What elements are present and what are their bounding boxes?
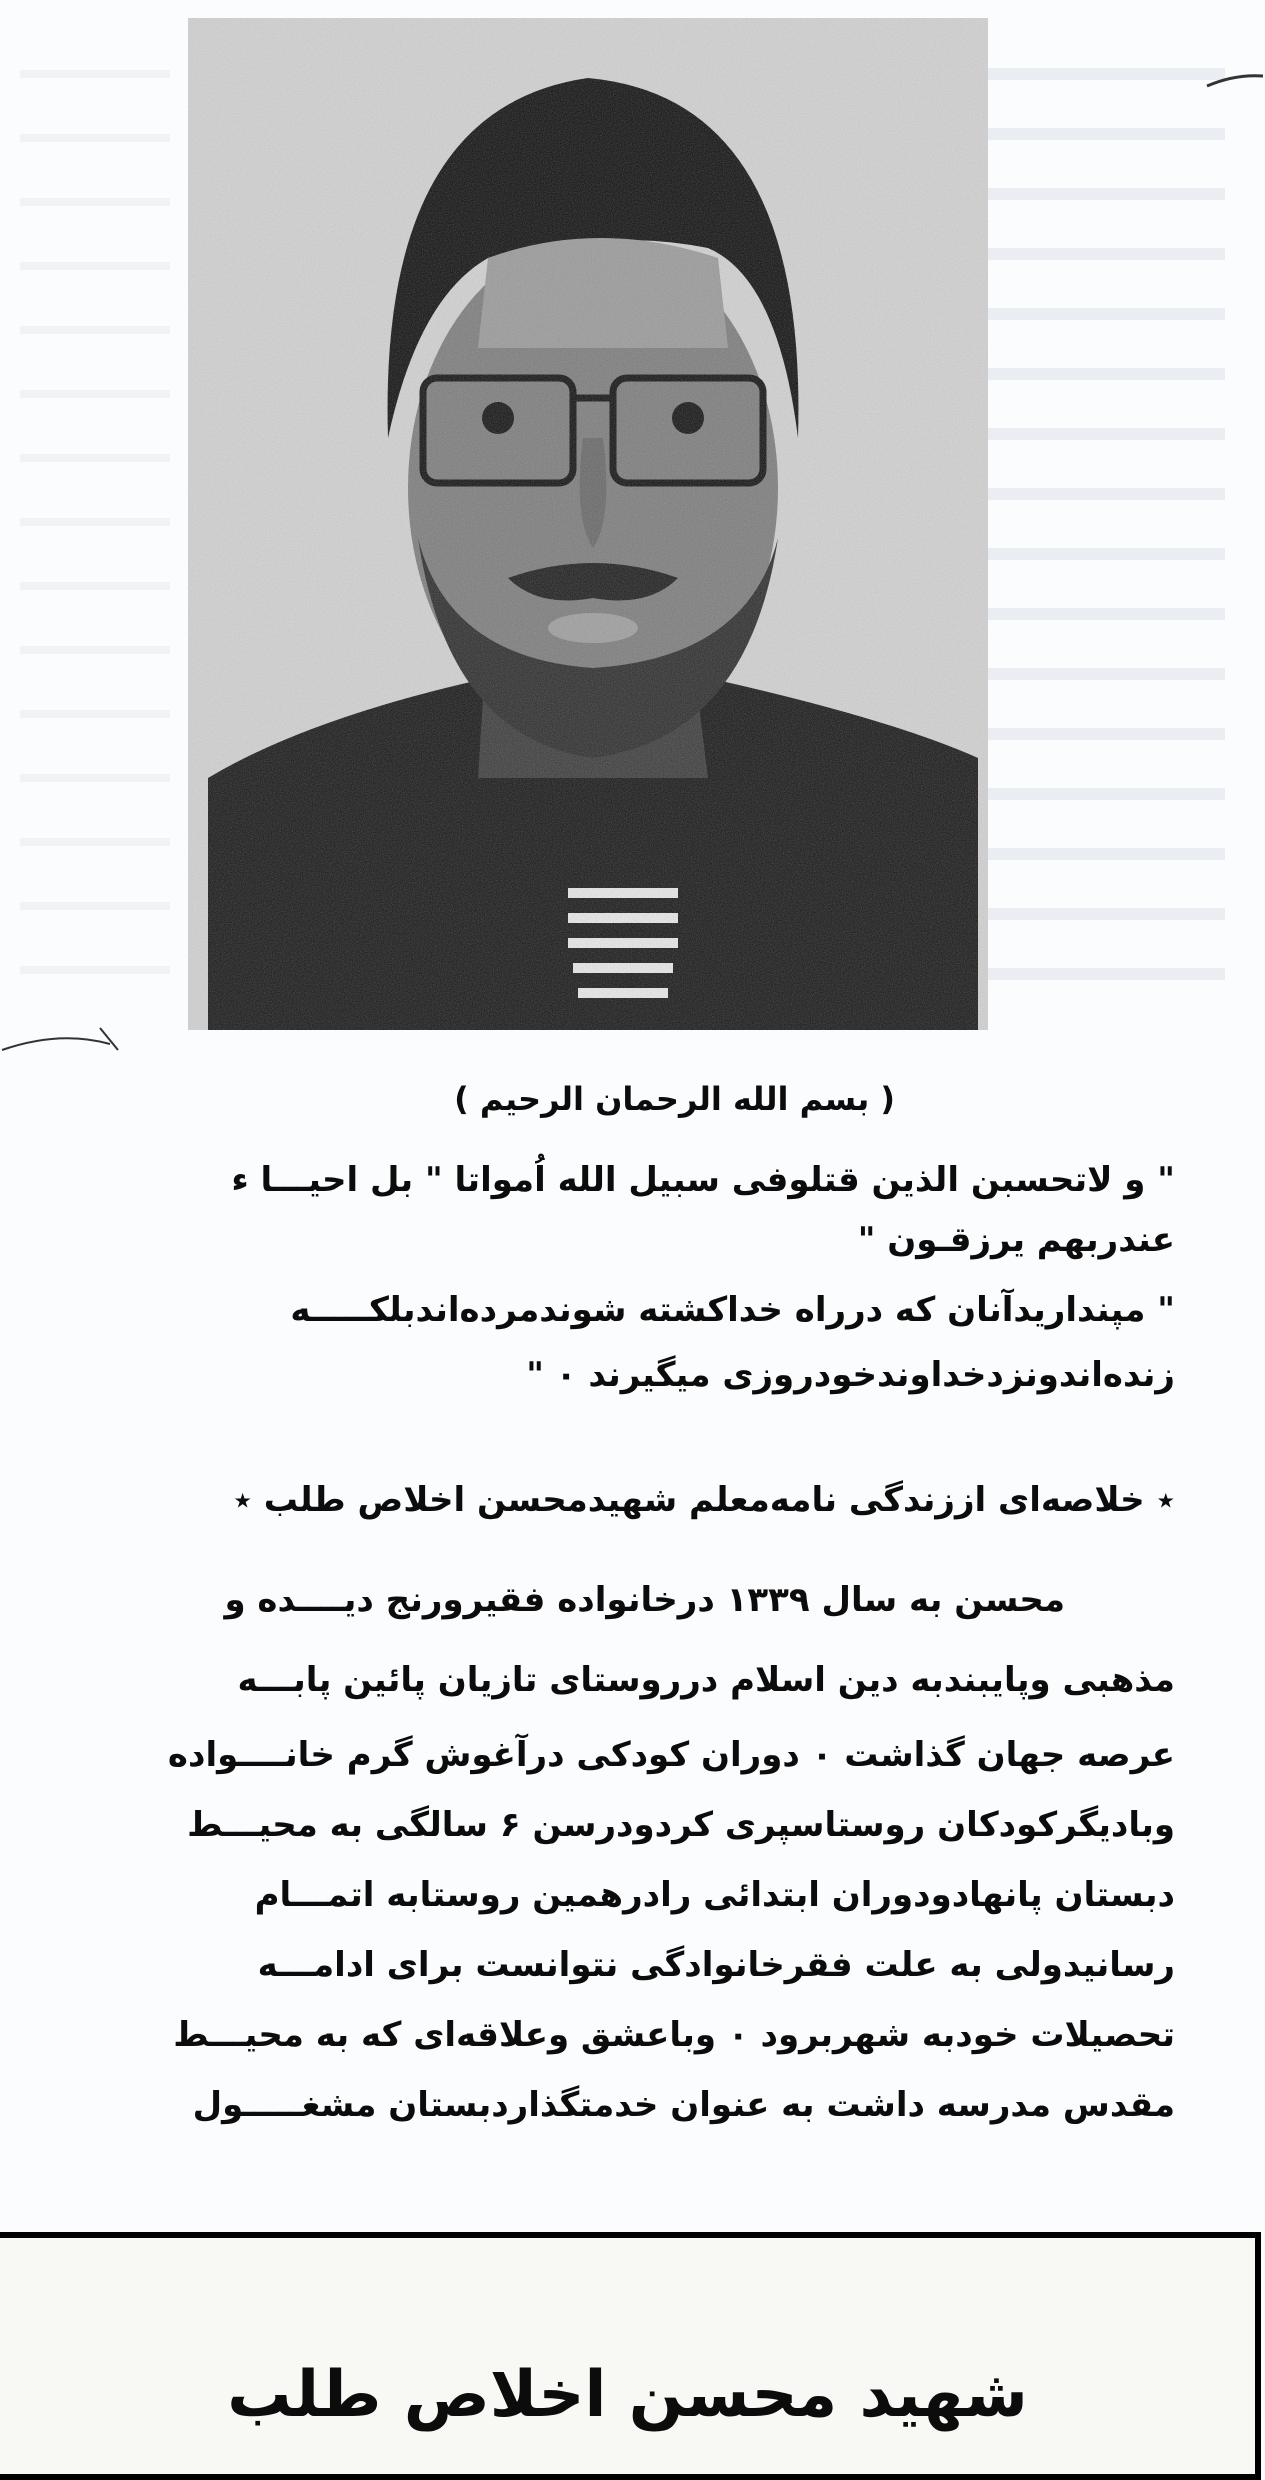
- bleed-through-text: [985, 40, 1225, 1000]
- biography-line: وبادیگرکودکان روستاسپری کردودرسن ۶ سالگی به محیـــط: [187, 1805, 1175, 1845]
- biography-line: مقدس مدرسه داشت به عنوان خدمتگذاردبستان مشغـــــول: [192, 2085, 1175, 2125]
- pen-mark: [0, 1020, 140, 1060]
- martyr-name-title: شهید محسن اخلاص طلب: [227, 2358, 1028, 2432]
- pen-mark: [1205, 70, 1265, 90]
- bleed-through-text: [20, 40, 170, 1000]
- portrait-photo: [188, 18, 988, 1030]
- basmala: ( بسم الله الرحمان الرحیم ): [454, 1080, 895, 1118]
- biography-line: محسن به سال ۱۳۳۹ درخانواده فقیرورنج دیــــده و: [224, 1580, 1065, 1620]
- portrait-image: [188, 18, 988, 1030]
- section-title: ٭ خلاصه‌ای اززندگی نامه‌معلم شهیدمحسن اخلاص طلب ٭: [233, 1480, 1175, 1520]
- translation-line-1: " مپنداریدآنان که درراه خداکشته شوندمرده‌اندبلکـــــه: [290, 1290, 1175, 1330]
- biography-line: عرصه جهان گذاشت ٠ دوران کودکی درآغوش گرم خانــــواده: [167, 1735, 1175, 1775]
- quran-verse-line-1: " و لاتحسبن الذین قتلوفی سبیل الله اُمواتا " بل احیـــا ء: [231, 1160, 1175, 1200]
- biography-line: رسانیدولی به علت فقرخانوادگی نتوانست برای ادامـــه: [257, 1945, 1175, 1985]
- biography-line: دبستان پانهادودوران ابتدائی رادرهمین روستابه اتمـــام: [254, 1875, 1175, 1915]
- quran-verse-line-2: عندربهم یرزقـون ": [857, 1220, 1175, 1260]
- biography-line: تحصیلات خودبه شهربرود ٠ وباعشق وعلاقه‌ای که به محیـــط: [173, 2015, 1175, 2055]
- translation-line-2: زنده‌اندونزدخداوندخودروزی میگیرند ٠ ": [526, 1355, 1175, 1395]
- name-box: [0, 2232, 1261, 2480]
- biography-line: مذهبی وپایبندبه دین اسلام درروستای تازیان پائین پابـــه: [237, 1660, 1175, 1700]
